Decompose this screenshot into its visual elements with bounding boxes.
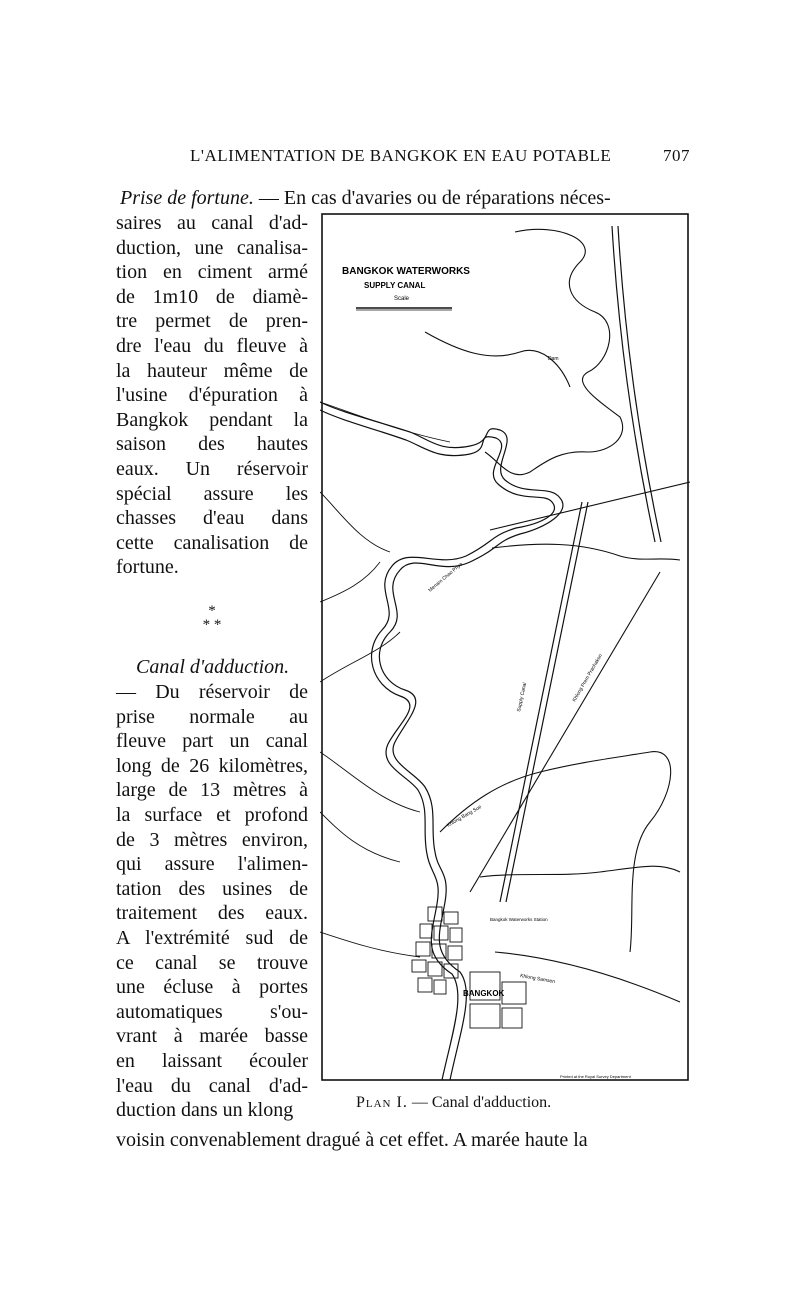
text-line: une écluse à portes xyxy=(116,976,308,999)
map-label-waterworks: Bangkok Waterworks Station xyxy=(490,917,548,922)
map-label-prem-prachakon: Khlong Prem Prachakon xyxy=(571,653,604,703)
text-line: long de 26 kilomètres, xyxy=(116,754,308,777)
text-line: ce canal se trouve xyxy=(116,951,308,974)
text-line: de 3 mètres environ, xyxy=(116,828,308,851)
map-frame xyxy=(322,214,688,1080)
text-line: eaux. Un réservoir xyxy=(116,458,308,480)
text-line: qui assure l'alimen- xyxy=(116,853,308,876)
text-line: fortune. xyxy=(116,556,179,579)
page-number: 707 xyxy=(663,146,690,165)
text-line: vrant à marée basse xyxy=(116,1025,308,1048)
text-line: la surface et profond xyxy=(116,804,308,826)
text-line: chasses d'eau dans xyxy=(116,507,308,530)
bangkok-waterworks-map xyxy=(320,212,690,1092)
text-line: tation des usines de xyxy=(116,877,308,900)
text-line: tion en ciment armé xyxy=(116,261,308,284)
map-label-bangkok: BANGKOK xyxy=(463,989,505,998)
text-line: — Du réservoir de xyxy=(116,681,308,703)
map-label-samsen: Khlong Samsen xyxy=(519,973,556,986)
figure-caption xyxy=(356,1094,551,1112)
section2-heading: Canal d'adduction. xyxy=(136,656,290,678)
text-line: dre l'eau du fleuve à xyxy=(116,335,308,357)
asterism-bottom: * * xyxy=(202,617,222,633)
river-bank-west xyxy=(320,410,554,1080)
map-label-bang-sue: Khlong Bang Sue xyxy=(446,804,483,829)
supply-canal-line1 xyxy=(500,502,582,902)
text-line: de 1m10 de diamè- xyxy=(116,285,308,308)
text-line: l'usine d'épuration à xyxy=(116,384,308,407)
map-title-line2: SUPPLY CANAL xyxy=(364,281,426,290)
text-line: l'eau du canal d'ad- xyxy=(116,1074,308,1097)
section1-first-line-text: — En cas d'avaries ou de réparations néces- xyxy=(253,187,611,209)
bangkok-city-blocks xyxy=(412,907,526,1028)
text-line: large de 13 mètres à xyxy=(116,779,308,802)
text-line: en laissant écouler xyxy=(116,1050,308,1072)
text-line: spécial assure les xyxy=(116,482,308,505)
text-line: prise normale au xyxy=(116,705,308,728)
caption-prefix: Plan I. xyxy=(356,1094,408,1111)
text-line: tre permet de pren- xyxy=(116,310,308,333)
text-line: saires au canal d'ad- xyxy=(116,212,308,234)
text-line: Bangkok pendant la xyxy=(116,408,308,431)
text-line: cette canalisation de xyxy=(116,531,308,554)
khlong-bang-sue-upper xyxy=(490,482,690,530)
section1-first-line xyxy=(116,186,690,211)
map-label-supply-canal: Supply Canal xyxy=(516,682,529,713)
text-line: la hauteur même de xyxy=(116,359,308,382)
map-label-dam: Dam xyxy=(548,356,559,362)
text-line: saison des hautes xyxy=(116,433,308,456)
text-line: A l'extrémité sud de xyxy=(116,927,308,949)
section1-heading: Prise de fortune. xyxy=(120,187,254,209)
map-label-menam: Menam Chao Phya xyxy=(427,561,465,594)
running-title: L'ALIMENTATION DE BANGKOK EN EAU POTABLE xyxy=(190,146,612,165)
text-line: automatiques s'ou- xyxy=(116,1000,308,1023)
map-scale-label: Scale xyxy=(394,296,410,302)
page-header xyxy=(190,146,690,172)
khlong-prem-prachakon xyxy=(470,572,660,892)
map-printer-credit: Printed at the Royal Survey Department xyxy=(560,1074,631,1079)
text-line: traitement des eaux. xyxy=(116,902,308,925)
text-line: duction dans un klong xyxy=(116,1099,294,1122)
map-title-line1: BANGKOK WATERWORKS xyxy=(342,266,470,277)
caption-text: — Canal d'adduction. xyxy=(407,1094,552,1111)
section2-last-line: voisin convenablement dragué à cet effet. A marée haute la xyxy=(116,1129,588,1151)
text-line: duction, une canalisa- xyxy=(116,236,308,259)
text-line: fleuve part un canal xyxy=(116,730,308,753)
asterism-top: * xyxy=(208,603,216,619)
